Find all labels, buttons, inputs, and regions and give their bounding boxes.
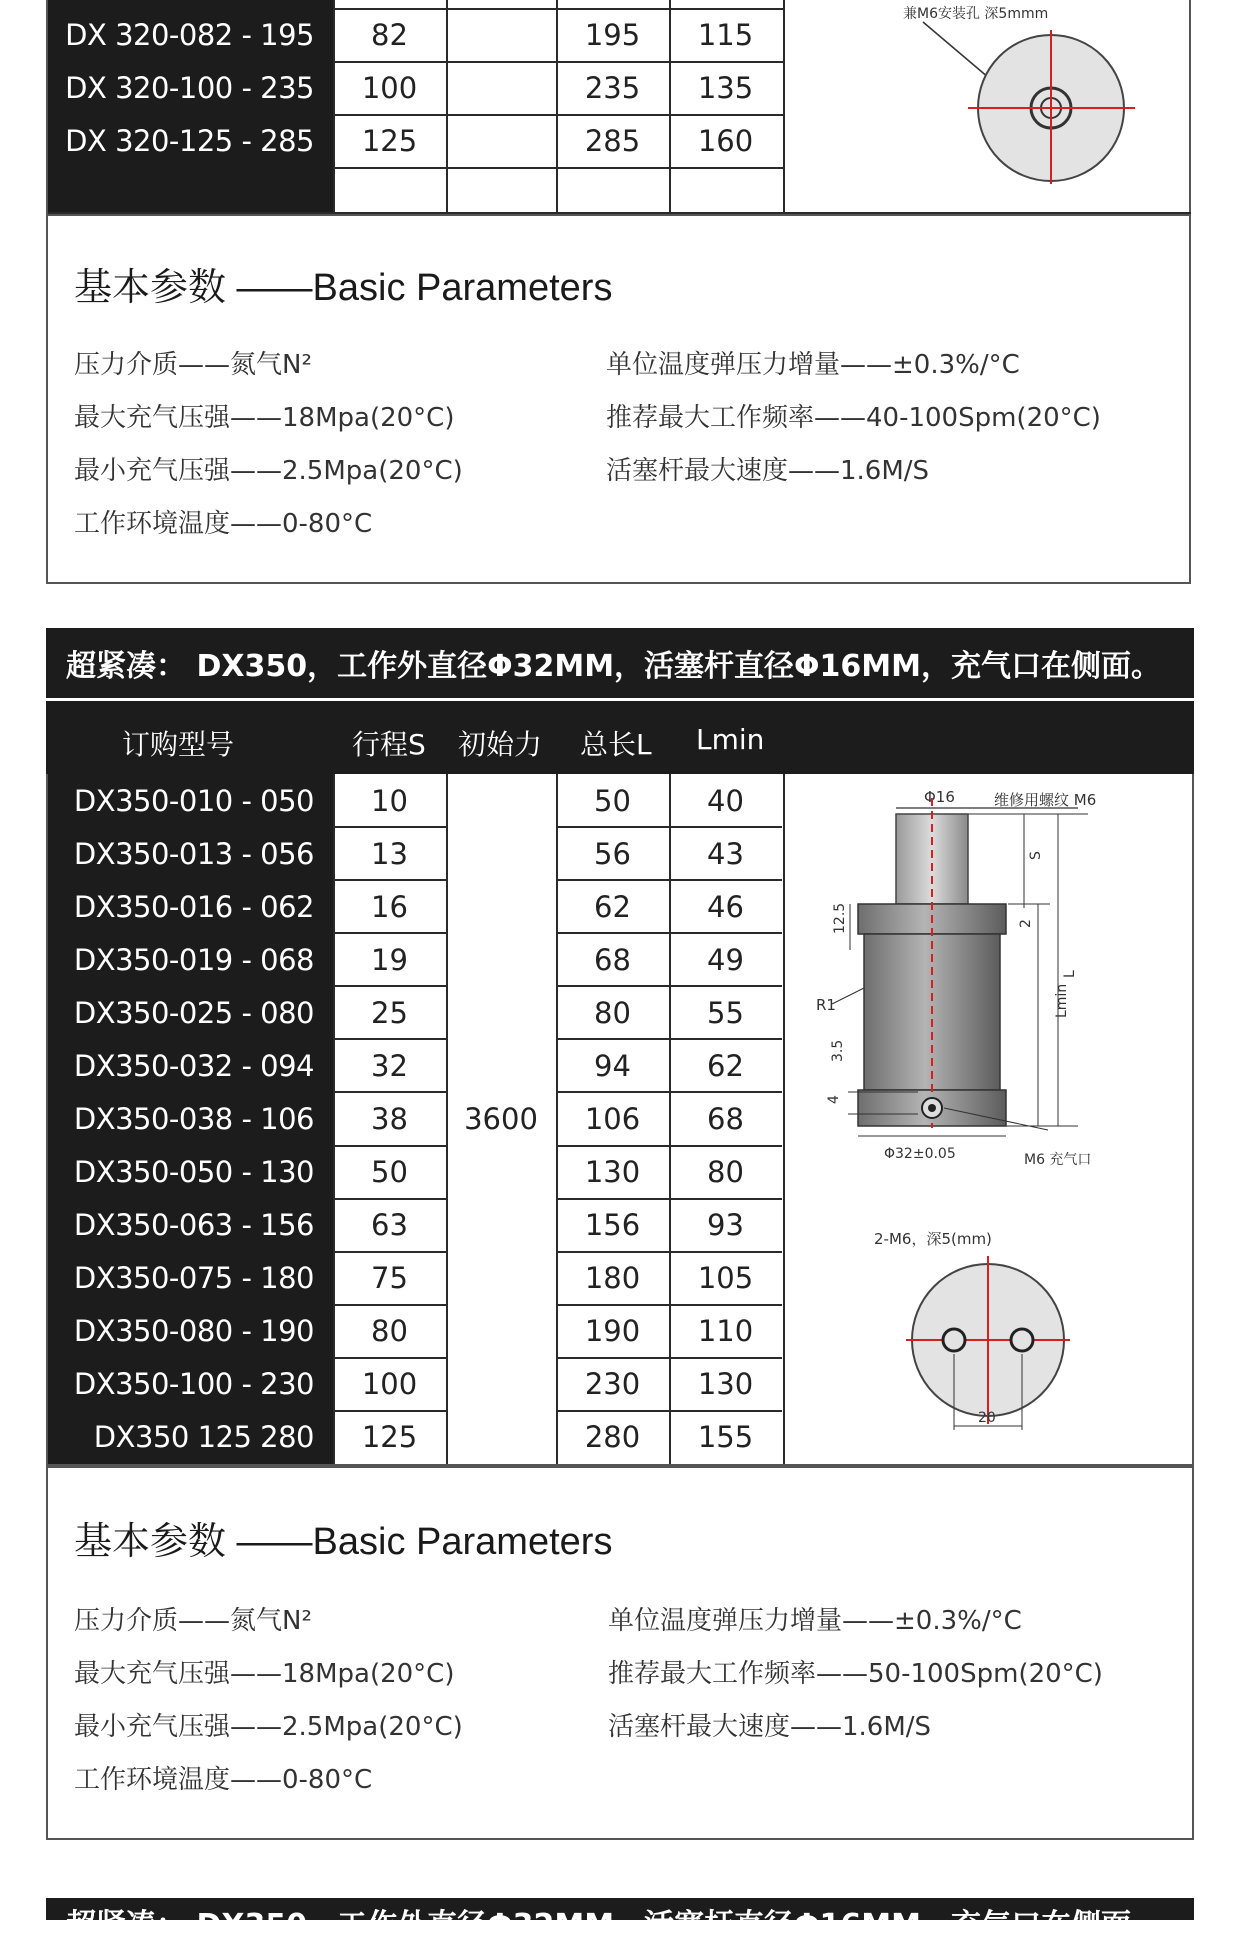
dx350-lmin-cell: 46 — [707, 889, 744, 924]
basic-parameters-title-1: 基本参数 ——Basic Parameters — [74, 267, 613, 309]
dx350-model-cell: DX350-010 - 050 — [73, 783, 314, 818]
dx350-model-cell: DX350-100 - 230 — [73, 1367, 314, 1402]
stroke-s-label: S — [1028, 851, 1044, 860]
dx350-stroke-cell: 50 — [371, 1155, 408, 1190]
top-lmin-cell: 160 — [697, 123, 754, 158]
param2-right-0: 单位温度弹压力增量——±0.3%/°C — [608, 1606, 1022, 1636]
dx350-stroke-cell: 25 — [371, 995, 408, 1030]
dx350-row-divider — [333, 985, 446, 987]
param1-right-1: 推荐最大工作频率——40-100Spm(20°C) — [606, 403, 1101, 433]
bottom-view-note: 2-M6，深5(mm) — [874, 1230, 992, 1248]
top-lmin-cell: 135 — [697, 70, 754, 105]
dim-2: 2 — [1018, 919, 1034, 928]
dx350-stroke-cell: 16 — [371, 889, 408, 924]
rod-diameter-label: Φ16 — [924, 788, 955, 806]
top-column-divider — [333, 0, 335, 214]
dim-4: 4 — [826, 1095, 842, 1104]
top-stroke-cell: 100 — [361, 70, 418, 105]
header-total: 总长L — [580, 728, 652, 761]
basic-parameters-box-1 — [46, 214, 1191, 584]
top-total-cell: 235 — [584, 70, 641, 105]
top-row-divider — [333, 114, 783, 116]
param2-left-1: 最大充气压强——18Mpa(20°C) — [74, 1659, 455, 1689]
top-column-divider — [669, 0, 671, 214]
dx350-lmin-cell: 43 — [707, 836, 744, 871]
dx350-row-divider — [333, 1198, 446, 1200]
dx350-stroke-cell: 10 — [371, 783, 408, 818]
body-diameter-label: Φ32±0.05 — [884, 1146, 956, 1162]
param1-left-3: 工作环境温度——0-80°C — [74, 509, 373, 539]
dx350-stroke-cell: 32 — [371, 1048, 408, 1083]
dx350-row-divider — [333, 1145, 446, 1147]
top-stroke-cell: 82 — [371, 17, 408, 52]
param1-left-1: 最大充气压强——18Mpa(20°C) — [74, 403, 455, 433]
dx350-row-divider — [333, 1251, 446, 1253]
header-model: 订购型号 — [122, 728, 235, 761]
top-drawing-note: 兼M6安装孔 深5mmm — [903, 6, 1049, 22]
dx350-model-cell: DX350-050 - 130 — [73, 1155, 314, 1190]
top-row-divider — [333, 61, 783, 63]
dx350-total-cell: 130 — [584, 1155, 641, 1190]
param2-right-2: 活塞杆最大速度——1.6M/S — [608, 1712, 932, 1742]
dx350-total-cell: 94 — [594, 1048, 631, 1083]
dx350-stroke-cell: 63 — [371, 1208, 408, 1243]
dx350-lmin-cell: 49 — [707, 942, 744, 977]
dx350-model-cell: DX350-063 - 156 — [73, 1208, 314, 1243]
thread-note: 维修用螺纹 M6 — [994, 791, 1097, 809]
param1-right-2: 活塞杆最大速度——1.6M/S — [606, 456, 930, 486]
dx350-lmin-cell: 93 — [707, 1208, 744, 1243]
dx350-model-cell: DX350-038 - 106 — [73, 1101, 314, 1136]
dx350-row-divider — [333, 1304, 446, 1306]
param2-left-2: 最小充气压强——2.5Mpa(20°C) — [74, 1712, 463, 1742]
top-column-divider — [783, 0, 785, 214]
dx350-model-cell: DX350 125 280 — [93, 1420, 314, 1455]
dx350-total-cell: 62 — [594, 889, 631, 924]
top-total-cell: 285 — [584, 123, 641, 158]
dx350-column-divider — [556, 774, 558, 1464]
dim-12-5: 12.5 — [832, 902, 848, 934]
lmin-label: Lmin — [1054, 983, 1070, 1018]
header-stroke: 行程S — [352, 728, 426, 761]
dx350-banner: 超紧凑： DX350，工作外直径Φ32MM，活塞杆直径Φ16MM，充气口在侧面。 — [46, 628, 1194, 698]
top-table — [46, 0, 1191, 216]
dx350-column-divider — [783, 774, 785, 1464]
dx350-total-cell: 230 — [584, 1367, 641, 1402]
dx350-total-cell: 280 — [584, 1420, 641, 1455]
dx350-model-cell: DX350-025 - 080 — [73, 995, 314, 1030]
dx350-lmin-cell: 110 — [697, 1314, 754, 1349]
dx350-lmin-cell: 105 — [697, 1261, 754, 1296]
param2-left-3: 工作环境温度——0-80°C — [74, 1765, 373, 1795]
param1-left-0: 压力介质——氮气N² — [74, 350, 312, 380]
param2-right-1: 推荐最大工作频率——50-100Spm(20°C) — [608, 1659, 1103, 1689]
dx350-lmin-cell: 80 — [707, 1155, 744, 1190]
length-l-label: L — [1062, 970, 1078, 978]
dx350-column-divider — [669, 774, 671, 1464]
dx350-row-divider — [333, 879, 446, 881]
dx350-total-cell: 190 — [584, 1314, 641, 1349]
dx350-row-divider — [333, 1091, 446, 1093]
dx350-total-cell: 56 — [594, 836, 631, 871]
header-lmin: Lmin — [696, 723, 765, 756]
dx350-row-divider — [333, 826, 446, 828]
dx350-total-cell: 106 — [584, 1101, 641, 1136]
top-model-cell: DX 320-082 - 195 — [65, 17, 314, 52]
dx350-stroke-cell: 80 — [371, 1314, 408, 1349]
dx350-model-cell: DX350-032 - 094 — [73, 1048, 314, 1083]
r1-label: R1 — [816, 996, 836, 1014]
dx350-stroke-cell: 100 — [361, 1367, 418, 1402]
dx350-lmin-cell: 40 — [707, 783, 744, 818]
dx350-model-cell: DX350-016 - 062 — [73, 889, 314, 924]
dx350-column-divider — [333, 774, 335, 1464]
top-column-divider — [556, 0, 558, 214]
top-bottom-view-drawing — [783, 0, 1191, 214]
dx350-stroke-cell: 13 — [371, 836, 408, 871]
dx350-stroke-cell: 19 — [371, 942, 408, 977]
dx350-header-row — [46, 698, 1194, 774]
top-drawing-area — [783, 0, 1191, 214]
mount-hole-right — [1011, 1329, 1033, 1351]
dx350-lmin-cell: 68 — [707, 1101, 744, 1136]
initial-force-value: 3600 — [464, 1102, 538, 1136]
dx350-stroke-cell: 38 — [371, 1101, 408, 1136]
dx350-total-cell: 80 — [594, 995, 631, 1030]
top-row-divider — [333, 8, 783, 10]
dx350-total-cell: 156 — [584, 1208, 641, 1243]
dx350-total-cell: 180 — [584, 1261, 641, 1296]
mount-hole-left — [943, 1329, 965, 1351]
top-column-divider — [446, 0, 448, 214]
dx350-row-divider — [333, 1038, 446, 1040]
top-stroke-cell: 125 — [361, 123, 418, 158]
top-row-divider — [333, 167, 783, 169]
dx350-drawing-area — [788, 774, 1194, 1464]
param1-right-0: 单位温度弹压力增量——±0.3%/°C — [606, 350, 1020, 380]
dx350-lmin-cell: 155 — [697, 1420, 754, 1455]
dx350-model-cell: DX350-013 - 056 — [73, 836, 314, 871]
dx350-lmin-cell: 55 — [707, 995, 744, 1030]
dx350-row-divider — [333, 1357, 446, 1359]
basic-parameters-title-2: 基本参数 ——Basic Parameters — [74, 1521, 613, 1563]
dx350-lmin-cell: 130 — [697, 1367, 754, 1402]
param1-left-2: 最小充气压强——2.5Mpa(20°C) — [74, 456, 463, 486]
top-lmin-cell: 115 — [697, 17, 754, 52]
header-force: 初始力 — [458, 728, 543, 761]
dx350-total-cell: 50 — [594, 783, 631, 818]
dx350-stroke-cell: 75 — [371, 1261, 408, 1296]
basic-parameters-box-2 — [46, 1466, 1194, 1840]
dx350-model-cell: DX350-019 - 068 — [73, 942, 314, 977]
param2-left-0: 压力介质——氮气N² — [74, 1606, 312, 1636]
top-model-cell: DX 320-125 - 285 — [65, 123, 314, 158]
dx350-lmin-cell: 62 — [707, 1048, 744, 1083]
dx350-table — [46, 774, 1194, 1466]
dx350-total-cell: 68 — [594, 942, 631, 977]
top-model-cell: DX 320-100 - 235 — [65, 70, 314, 105]
bottom-dim-20: 20 — [978, 1410, 996, 1426]
dx350-model-cell: DX350-075 - 180 — [73, 1261, 314, 1296]
dx350-stroke-cell: 125 — [361, 1420, 418, 1455]
dx350-row-divider — [333, 1410, 446, 1412]
dx350-row-divider — [333, 932, 446, 934]
charge-port-note: M6 充气口 — [1024, 1152, 1092, 1168]
top-total-cell: 195 — [584, 17, 641, 52]
dx350-side-view-drawing — [788, 774, 1194, 1464]
dx350-model-cell: DX350-080 - 190 — [73, 1314, 314, 1349]
dim-3-5: 3.5 — [830, 1039, 846, 1062]
next-section-banner: 超紧凑： DX350，工作外直径Φ32MM，活塞杆直径Φ16MM，充气口在侧面。 — [46, 1898, 1194, 1920]
